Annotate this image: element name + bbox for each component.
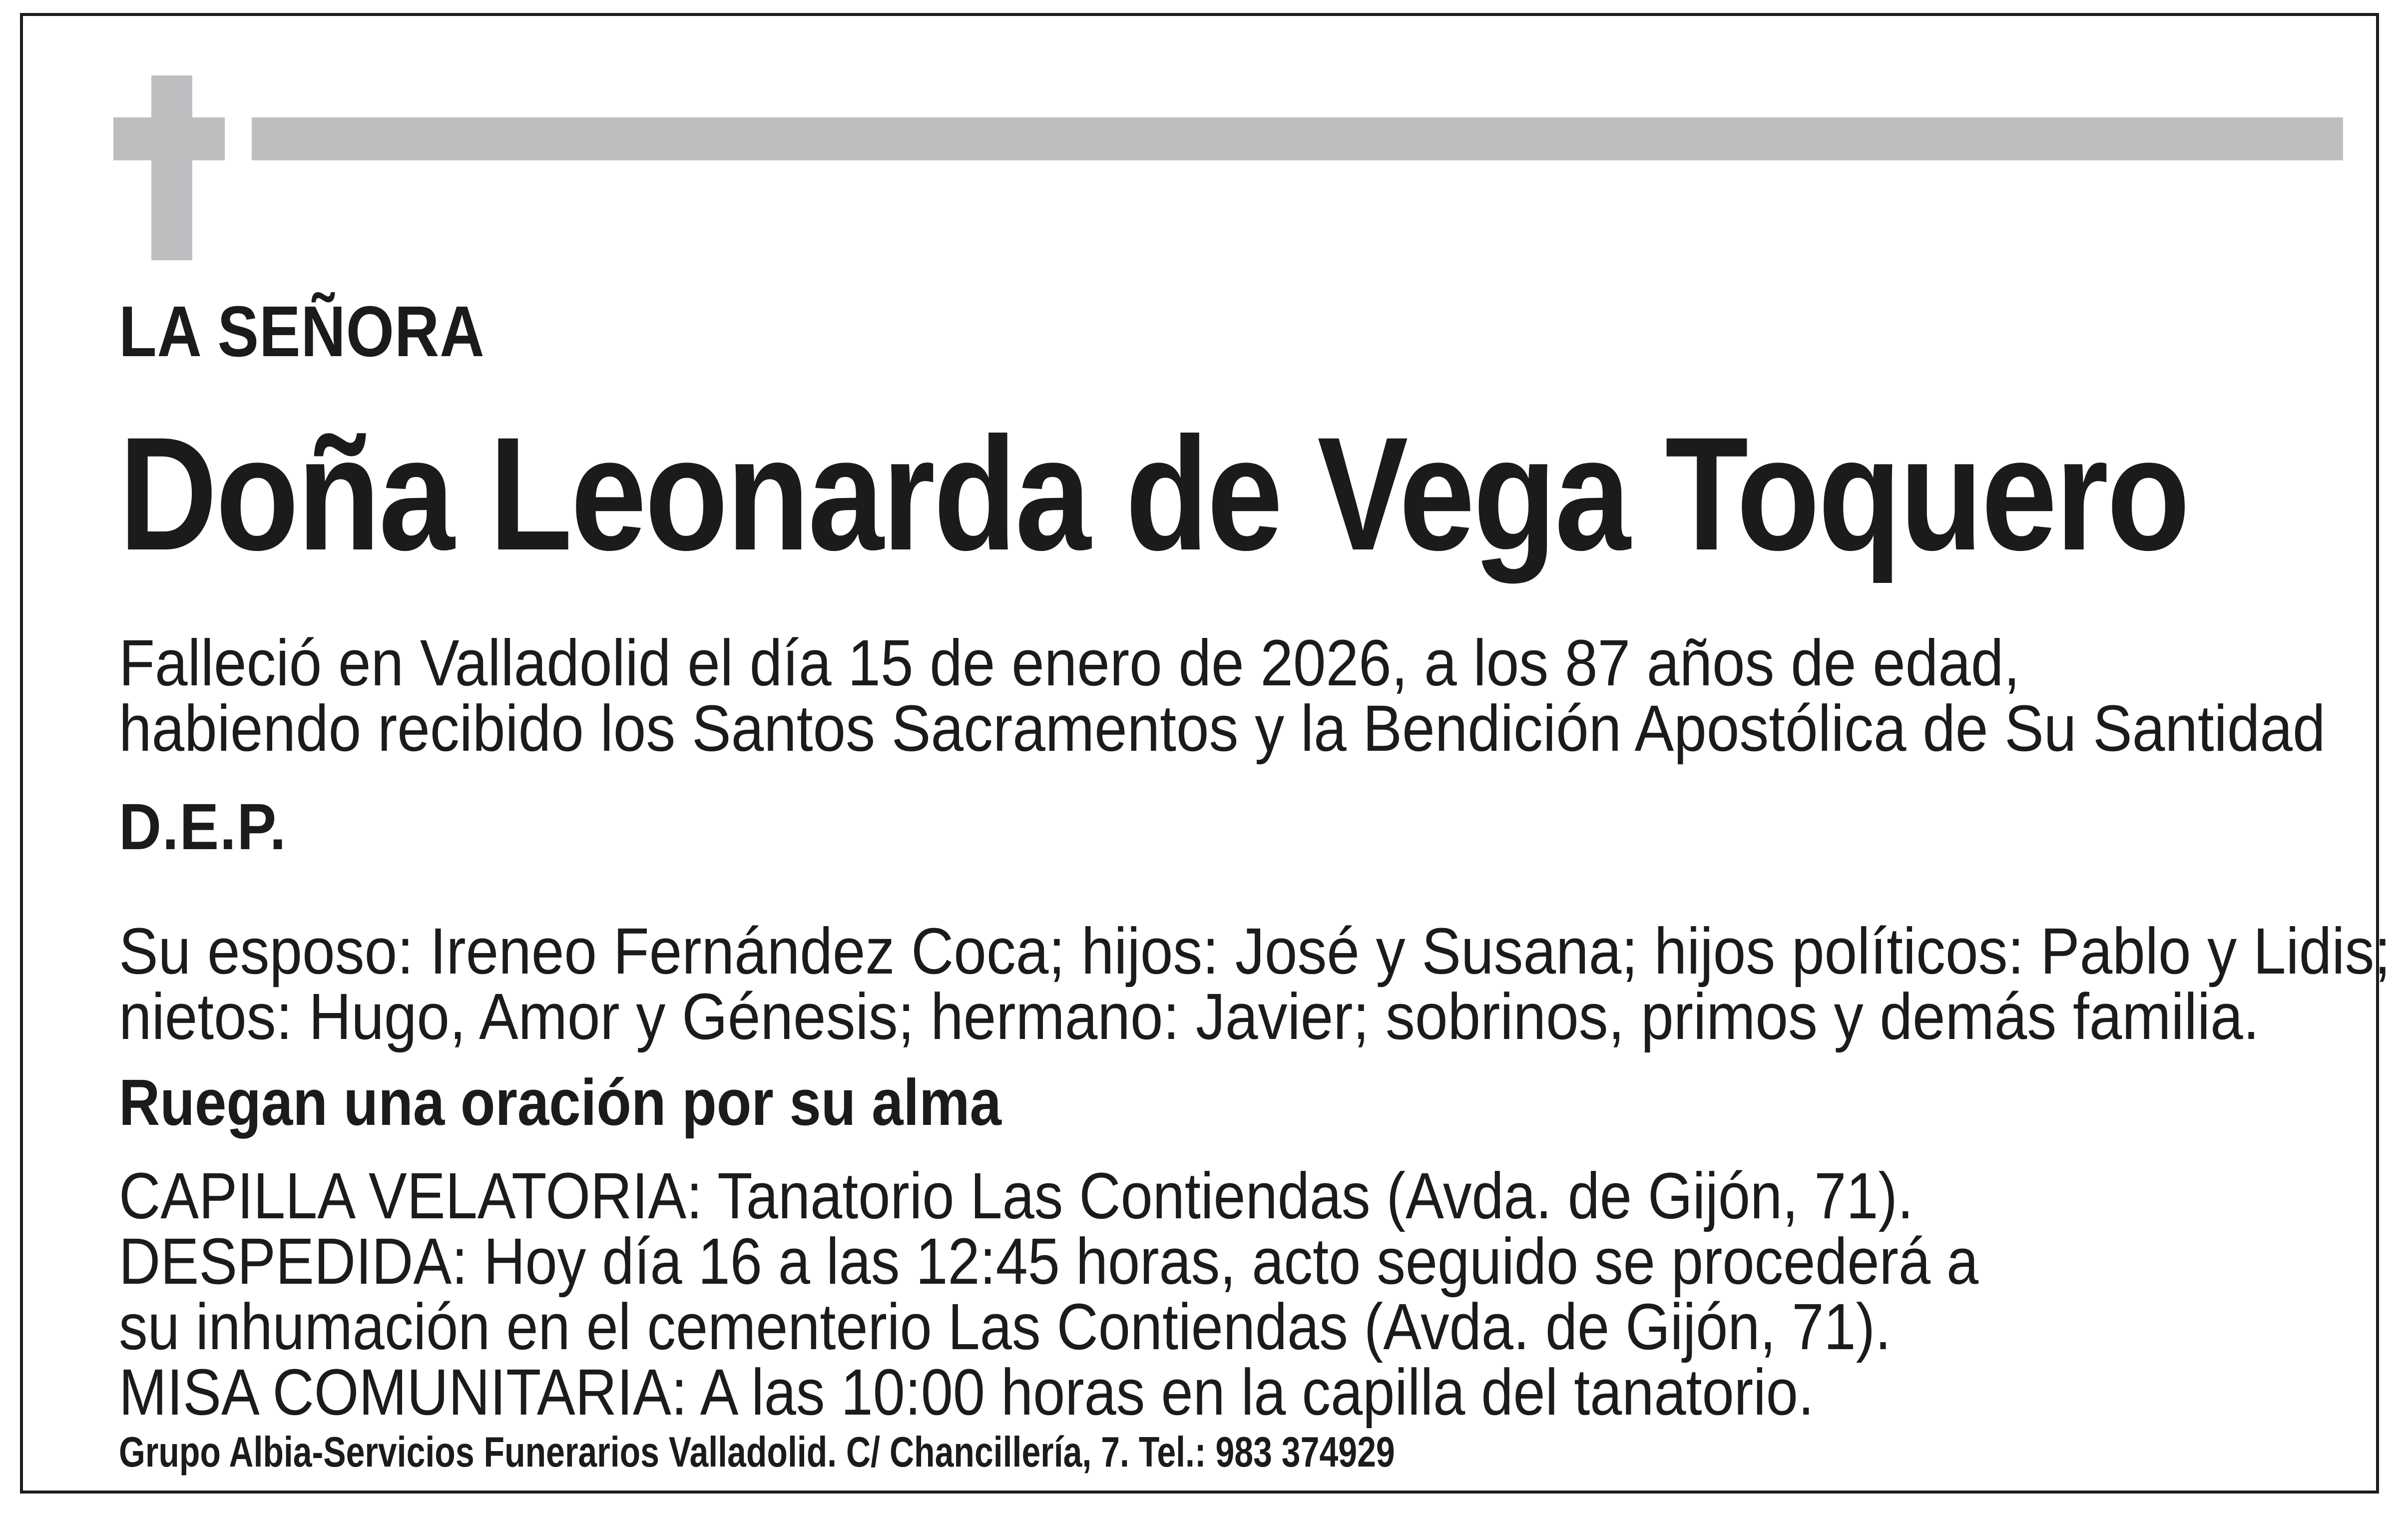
family-line: nietos: Hugo, Amor y Génesis; hermano: Javier; sobrinos, primos y demás familia. xyxy=(119,980,2260,1053)
memorial-cross-arm-icon xyxy=(113,117,225,160)
prayer-request: Ruegan una oración por su alma xyxy=(119,1065,1001,1139)
funeral-home-info: Grupo Albia-Servicios Funerarios Valladolid. C/ Chancillería, 7. Tel.: 983 374929 xyxy=(119,1429,1395,1476)
pre-title-text: LA SEÑORA xyxy=(119,291,485,372)
death-details xyxy=(119,626,2408,765)
schedule-line: MISA COMUNITARIA: A las 10:00 horas en la capilla del tanatorio. xyxy=(119,1355,1814,1429)
death-details-line: Falleció en Valladolid el día 15 de enero de 2026, a los 87 años de edad, xyxy=(119,626,2020,699)
service-schedule xyxy=(119,1159,2232,1429)
notice-frame xyxy=(20,13,2391,1494)
family-list xyxy=(119,914,2408,1053)
schedule-line: DESPEDIDA: Hoy día 16 a las 12:45 horas, acto seguido se procederá a xyxy=(119,1224,1979,1298)
rip-abbreviation: D.E.P. xyxy=(119,790,287,863)
deceased-name xyxy=(119,404,2408,584)
death-details-line: habiendo recibido los Santos Sacramentos y la Bendición Apostólica de Su Santidad xyxy=(119,691,2326,765)
memorial-cross-icon xyxy=(151,75,192,260)
deceased-name-text: Doña Leonarda de Vega Toquero xyxy=(119,404,2189,584)
header-rule-bar xyxy=(252,117,2343,160)
pre-title xyxy=(119,291,544,372)
schedule-line: CAPILLA VELATORIA: Tanatorio Las Contiendas (Avda. de Gijón, 71). xyxy=(119,1159,1914,1232)
schedule-line: su inhumación en el cementerio Las Contiendas (Avda. de Gijón, 71). xyxy=(119,1290,1892,1363)
family-line: Su esposo: Ireneo Fernández Coca; hijos: José y Susana; hijos políticos: Pablo y Lidis; xyxy=(119,914,2391,988)
